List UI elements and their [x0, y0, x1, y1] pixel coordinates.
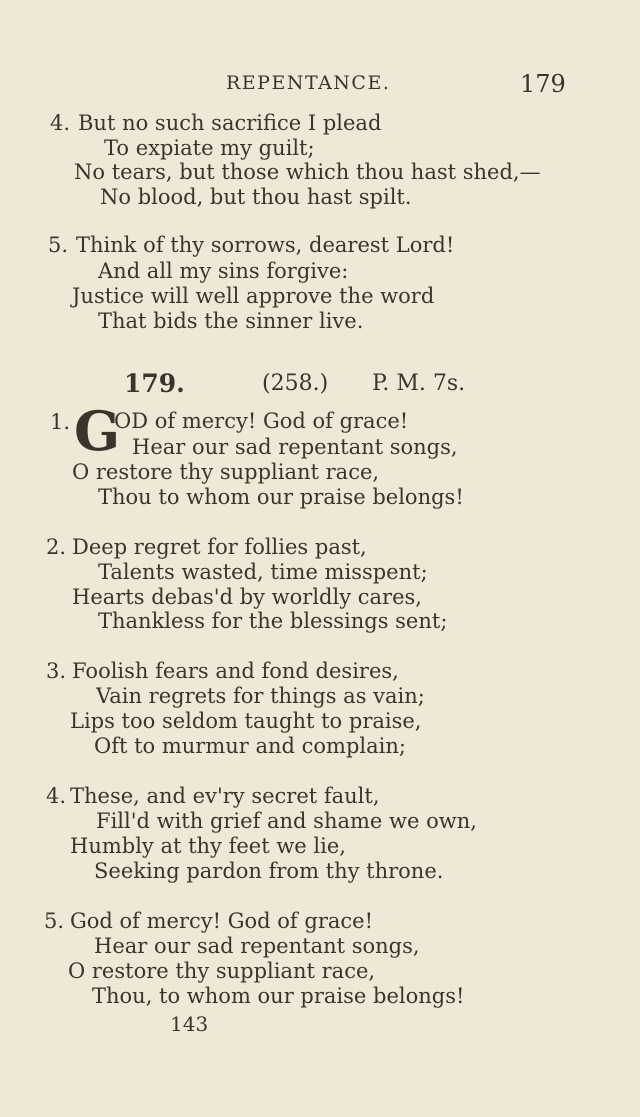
hymn-reference: (258.) — [262, 371, 329, 396]
verse-line: Hear our sad repentant songs, — [132, 435, 458, 459]
verse-line: Fill'd with grief and shame we own, — [96, 809, 477, 833]
verse-line: Humbly at thy feet we lie, — [70, 834, 346, 858]
stanza-number: 3. — [46, 659, 67, 683]
verse-line: No tears, but those which thou hast shed,— — [74, 160, 541, 184]
verse-line: No blood, but thou hast spilt. — [100, 185, 412, 209]
verse-line: God of mercy! God of grace! — [70, 909, 374, 933]
running-head: REPENTANCE. — [226, 72, 391, 94]
stanza-number: 4. — [46, 784, 67, 808]
drop-cap: G — [74, 399, 121, 463]
verse-line: Hear our sad repentant songs, — [94, 934, 420, 958]
verse-line: Thou, to whom our praise belongs! — [92, 984, 465, 1008]
stanza-number: 1. — [50, 410, 71, 434]
verse-line: Vain regrets for things as vain; — [96, 684, 425, 708]
verse-line: Justice will well approve the word — [72, 284, 435, 308]
verse-line: And all my sins forgive: — [98, 259, 349, 283]
page-number: 179 — [520, 70, 566, 98]
verse-line: Oft to murmur and complain; — [94, 734, 406, 758]
hymn-number: 179. — [124, 369, 185, 398]
verse-line: To expiate my guilt; — [104, 136, 315, 160]
verse-line: Hearts debas'd by worldly cares, — [72, 585, 422, 609]
verse-line: These, and ev'ry secret fault, — [70, 784, 380, 808]
stanza-number: 5. — [48, 233, 69, 257]
verse-line: Talents wasted, time misspent; — [98, 560, 428, 584]
verse-line: Lips too seldom taught to praise, — [70, 709, 422, 733]
verse-line: O restore thy suppliant race, — [72, 460, 380, 484]
stanza-number: 5. — [44, 909, 65, 933]
signature-mark: 143 — [170, 1012, 209, 1036]
verse-line: Seeking pardon from thy throne. — [94, 859, 444, 883]
hymn-meter: P. M. 7s. — [372, 371, 466, 396]
verse-line: OD of mercy! God of grace! — [114, 409, 409, 433]
verse-line: Think of thy sorrows, dearest Lord! — [76, 233, 455, 257]
stanza-number: 4. — [50, 111, 71, 135]
verse-line: But no such sacrifice I plead — [78, 111, 382, 135]
stanza-number: 2. — [46, 535, 67, 559]
verse-line: That bids the sinner live. — [98, 309, 364, 333]
verse-line: Thankless for the blessings sent; — [98, 609, 448, 633]
verse-line: O restore thy suppliant race, — [68, 959, 376, 983]
verse-line: Deep regret for follies past, — [72, 535, 367, 559]
verse-line: Thou to whom our praise belongs! — [98, 485, 464, 509]
verse-line: Foolish fears and fond desires, — [72, 659, 399, 683]
